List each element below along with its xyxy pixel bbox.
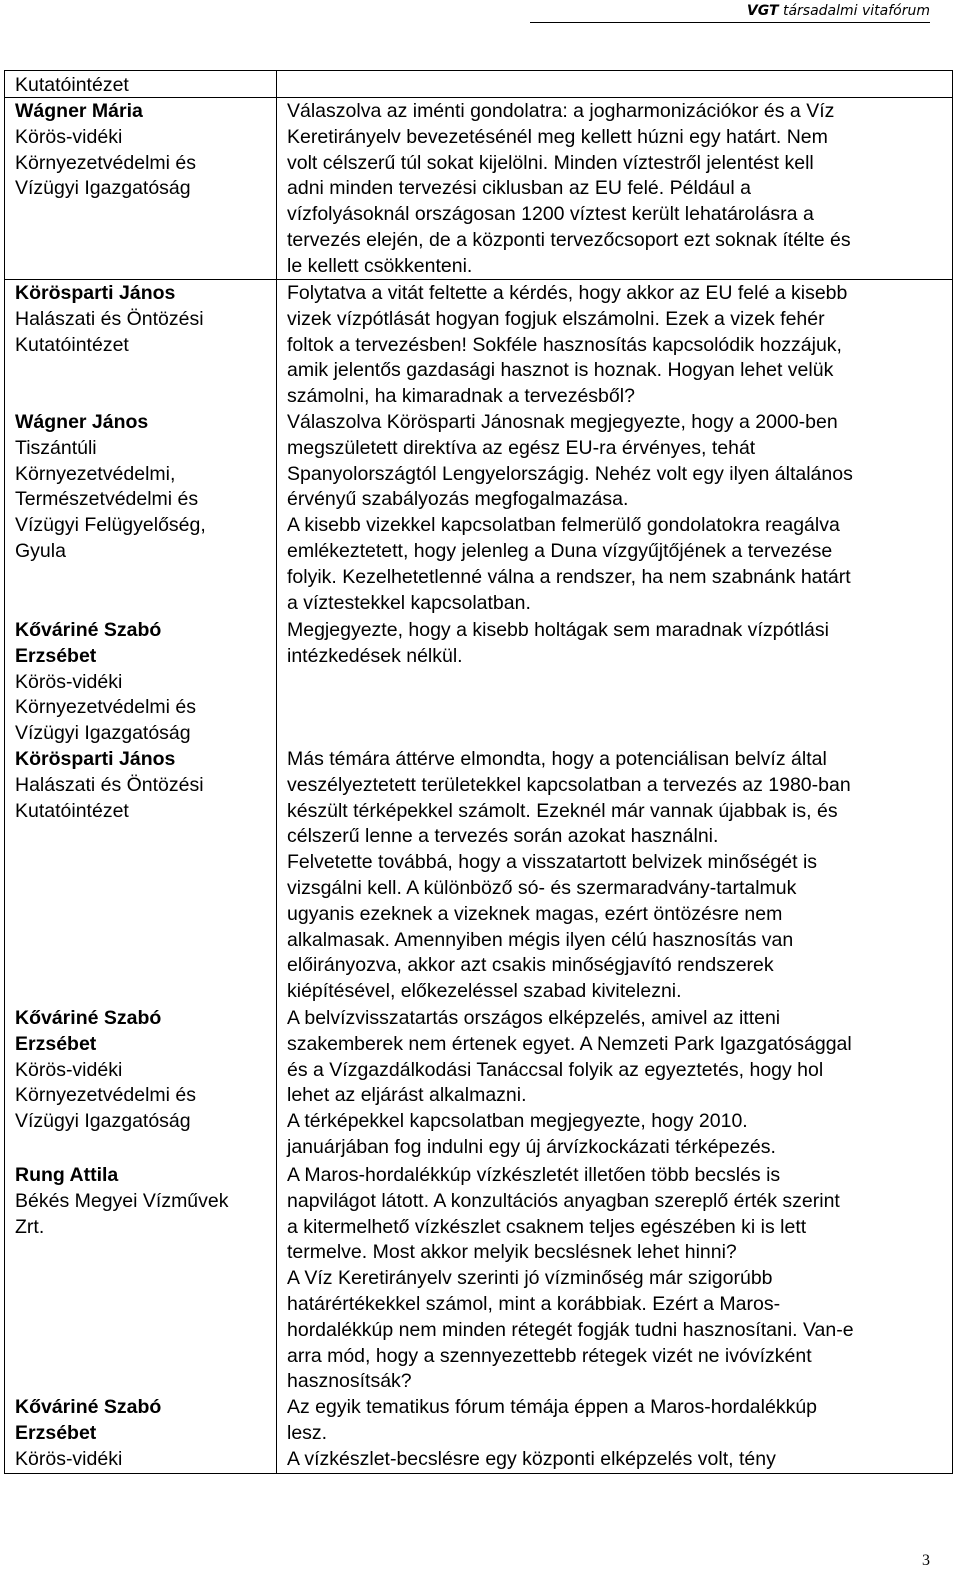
speaker-affiliation-line: Békés Megyei Vízművek	[15, 1189, 229, 1212]
speaker-affiliation-line: Halászati és Öntözési	[15, 307, 204, 330]
speaker-entry	[15, 410, 206, 565]
statement-entry	[287, 747, 944, 1005]
header-subtitle: társadalmi vitafórum	[782, 3, 930, 19]
statement-line: határértékekkel számol, mint a korábbiak. Ezért a Maros-	[287, 1292, 781, 1315]
statement-line: érvényű szabályozás megfogalmazása.	[287, 488, 629, 511]
statement-line: vizek vízpótlását hogyan fogjuk elszámolni. Ezek a vizek fehér	[287, 307, 825, 330]
statement-line: termelve. Most akkor melyik becslésnek lehet hinni?	[287, 1241, 737, 1264]
speaker-affiliation-line: Kutatóintézet	[15, 333, 129, 356]
statement-line: és a Vízgazdálkodási Tanáccsal folyik az egyeztetés, hogy hol	[287, 1058, 824, 1081]
speaker-entry	[15, 618, 215, 747]
statement-entry	[287, 1163, 944, 1395]
statement-entry	[287, 281, 944, 410]
statement-line: vízfolyásoknál országosan 1200 víztest került lehatárolásra a	[287, 203, 814, 226]
speaker-name: Körösparti János	[15, 282, 176, 304]
speaker-entry	[15, 747, 204, 824]
statement-line: hasznosítsák?	[287, 1370, 412, 1393]
speaker-entry	[15, 1395, 215, 1472]
speaker-affiliation-line: Természetvédelmi és	[15, 488, 199, 511]
speaker-affiliation-line: Körös-vidéki	[15, 670, 123, 693]
speaker-name: Kőváriné Szabó Erzsébet	[15, 1396, 162, 1444]
speaker-entry	[15, 99, 196, 202]
statement-line: alkalmasak. Amennyiben mégis ilyen célú hasznosítás van	[287, 928, 794, 951]
statement-line: A kisebb vizekkel kapcsolatban felmerülő gondolatokra reagálva	[287, 514, 840, 537]
statement-line: hordalékkúp nem minden rétegét fogják tudni hasznosítani. Van-e	[287, 1318, 854, 1341]
statement-line: adni minden tervezési ciklusban az EU felé. Például a	[287, 177, 751, 200]
speaker-affiliation-line: Körös-vidéki	[15, 125, 123, 148]
statement-line: megszületett direktíva az egész EU-ra érvényes, tehát	[287, 436, 756, 459]
speaker-affiliation-line: Gyula	[15, 539, 66, 562]
statement-line: A belvízvisszatartás országos elképzelés, amivel az itteni	[287, 1007, 781, 1029]
statement-line: napvilágot látott. A konzultációs anyagban szereplő érték szerint	[287, 1189, 840, 1212]
statement-line: veszélyeztetett területekkel kapcsolatban a tervezés az 1980-ban	[287, 773, 851, 796]
speaker-affiliation-line: Halászati és Öntözési	[15, 773, 204, 796]
speaker-entry	[15, 1006, 215, 1135]
statement-line: Más témára áttérve elmondta, hogy a potenciálisan belvíz által	[287, 748, 827, 770]
speaker-entry	[15, 281, 204, 358]
statement-line: emlékeztetett, hogy jelenleg a Duna vízgyűjtőjének a tervezése	[287, 539, 833, 562]
statement-line: tervezés elején, de a központi tervezőcsoport ezt soknak ítélte és	[287, 228, 851, 251]
statement-line: A Víz Keretirányelv szerinti jó vízminőség már szigorúbb	[287, 1267, 773, 1290]
row-divider	[5, 97, 952, 98]
statement-line: le kellett csökkenteni.	[287, 254, 473, 277]
speaker-affiliation-line: Vízügyi Igazgatóság	[15, 722, 191, 745]
speaker-entry	[15, 73, 129, 99]
statement-line: Válaszolva az iménti gondolatra: a jogharmonizációkor és a Víz	[287, 100, 835, 122]
speaker-affiliation-line: Vízügyi Igazgatóság	[15, 1110, 191, 1133]
statement-entry	[287, 410, 944, 616]
minutes-table	[4, 70, 953, 1474]
row-divider	[5, 279, 952, 280]
speaker-entry	[15, 1163, 229, 1240]
statement-line: Válaszolva Körösparti Jánosnak megjegyezte, hogy a 2000-ben	[287, 411, 838, 433]
speaker-name: Wágner Mária	[15, 100, 143, 122]
statement-line: készült térképekkel számolt. Ezeknél már vannak újabbak is, és	[287, 799, 838, 822]
statement-line: volt célszerű túl sokat kijelölni. Minden víztestről jelentést kell	[287, 151, 814, 174]
statement-line: A vízkészlet-becslésre egy központi elképzelés volt, tény	[287, 1447, 776, 1470]
statement-line: lehet az eljárást alkalmazni.	[287, 1084, 527, 1107]
statement-line: ugyanis ezeknek a vizeknek magas, ezért öntözésre nem	[287, 902, 783, 925]
header-brand: VGT	[746, 3, 779, 19]
speaker-affiliation-line: Körös-vidéki	[15, 1058, 123, 1081]
statement-line: arra mód, hogy a szennyezettebb rétegek vizét ne ivóvízként	[287, 1344, 812, 1367]
speaker-name: Rung Attila	[15, 1164, 119, 1186]
statement-column	[277, 71, 952, 1473]
page-number: 3	[922, 1552, 930, 1569]
statement-line: kiépítésével, előkezeléssel szabad kivitelezni.	[287, 980, 682, 1003]
speaker-affiliation-line: Vízügyi Igazgatóság	[15, 177, 191, 200]
statement-line: Megjegyezte, hogy a kisebb holtágak sem maradnak vízpótlási	[287, 619, 829, 641]
statement-line: Az egyik tematikus fórum témája éppen a Maros-hordalékkúp	[287, 1396, 818, 1418]
speaker-affiliation-line: Kutatóintézet	[15, 74, 129, 96]
statement-line: lesz.	[287, 1421, 328, 1444]
speaker-name: Kőváriné Szabó Erzsébet	[15, 619, 162, 667]
statement-line: Felvetette továbbá, hogy a visszatartott belvizek minőségét is	[287, 851, 818, 874]
speaker-affiliation-line: Környezetvédelmi,	[15, 462, 176, 485]
speaker-affiliation-line: Tiszántúli	[15, 436, 97, 459]
statement-line: a kitermelhető vízkészlet csaknem teljes egészében ki is lett	[287, 1215, 807, 1238]
statement-entry	[287, 1006, 944, 1161]
speaker-affiliation-line: Vízügyi Felügyelőség,	[15, 514, 206, 537]
speaker-affiliation-line: Környezetvédelmi és	[15, 151, 197, 174]
speaker-affiliation-line: Zrt.	[15, 1215, 45, 1238]
statement-line: Folytatva a vitát feltette a kérdés, hogy akkor az EU felé a kisebb	[287, 282, 848, 304]
speaker-name: Körösparti János	[15, 748, 176, 770]
statement-entry	[287, 618, 944, 670]
statement-line: a víztestekkel kapcsolatban.	[287, 591, 531, 614]
statement-line: Keretirányelv bevezetésénél meg kellett húzni egy határt. Nem	[287, 125, 828, 148]
statement-line: foltok a tervezésben! Sokféle hasznosítás kapcsolódik hozzájuk,	[287, 333, 842, 356]
statement-line: folyik. Kezelhetetlenné válna a rendszer, ha nem szabnánk határt	[287, 565, 851, 588]
statement-line: A Maros-hordalékkúp vízkészletét illetően több becslés is	[287, 1164, 781, 1186]
statement-line: amik jelentős gazdasági hasznot is hoznak. Hogyan lehet velük	[287, 359, 834, 382]
statement-line: számolni, ha kimaradnak a tervezésből?	[287, 385, 635, 408]
speaker-affiliation-line: Körös-vidéki	[15, 1447, 123, 1470]
page-header	[530, 2, 930, 23]
statement-entry	[287, 1395, 944, 1472]
statement-line: célszerű lenne a tervezés során azokat használni.	[287, 825, 719, 848]
statement-line: előirányozva, akkor azt csakis minőségjavító rendszerek	[287, 954, 774, 977]
statement-line: vizsgálni kell. A különböző só- és szermaradvány-tartalmuk	[287, 876, 797, 899]
statement-line: A térképekkel kapcsolatban megjegyezte, hogy 2010.	[287, 1110, 748, 1133]
speaker-column	[5, 71, 277, 1473]
speaker-affiliation-line: Környezetvédelmi és	[15, 1084, 197, 1107]
statement-line: szakemberek nem értenek egyet. A Nemzeti Park Igazgatósággal	[287, 1032, 852, 1055]
speaker-name: Kőváriné Szabó Erzsébet	[15, 1007, 162, 1055]
statement-line: Spanyolországtól Lengyelországig. Nehéz volt egy ilyen általános	[287, 462, 853, 485]
speaker-name: Wágner János	[15, 411, 149, 433]
statement-line: januárjában fog indulni egy új árvízkockázati térképezés.	[287, 1135, 776, 1158]
speaker-affiliation-line: Kutatóintézet	[15, 799, 129, 822]
speaker-affiliation-line: Környezetvédelmi és	[15, 696, 197, 719]
statement-line: intézkedések nélkül.	[287, 644, 463, 667]
statement-entry	[287, 99, 944, 280]
